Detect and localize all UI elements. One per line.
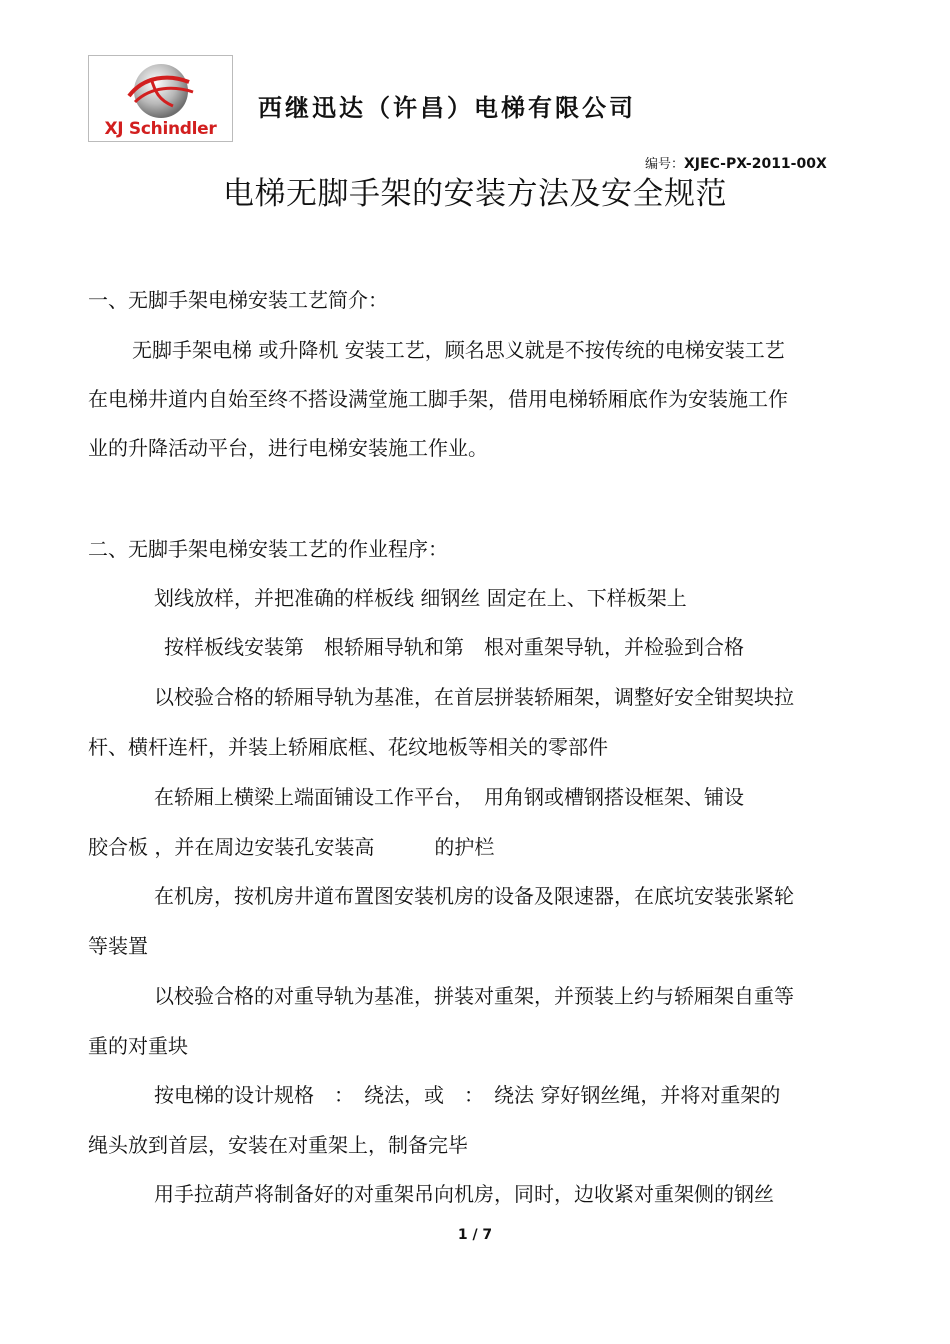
company-logo bbox=[88, 55, 233, 142]
step-line: 按样板线安装第 根轿厢导轨和第 根对重架导轨，并检验到合格 bbox=[164, 635, 744, 659]
step-line: 在机房，按机房井道布置图安装机房的设备及限速器，在底坑安装张紧轮 bbox=[154, 884, 794, 908]
page-title: 电梯无脚手架的安装方法及安全规范 bbox=[223, 176, 727, 212]
company-name: 西继迅达（许昌）电梯有限公司 bbox=[258, 94, 636, 122]
step-line: 在轿厢上横梁上端面铺设工作平台， 用角钢或槽钢搭设框架、铺设 bbox=[154, 785, 744, 809]
step-line: 以校验合格的轿厢导轨为基准，在首层拼装轿厢架，调整好安全钳契块拉 bbox=[154, 685, 794, 709]
step-line: 等装置 bbox=[88, 934, 148, 958]
section-heading: 二、无脚手架电梯安装工艺的作业程序： bbox=[88, 537, 448, 561]
step-line: 划线放样，并把准确的样板线 细钢丝 固定在上、下样板架上 bbox=[154, 586, 687, 610]
step-line: 绳头放到首层，安装在对重架上，制备完毕 bbox=[88, 1133, 468, 1157]
step-line: 杆、横杆连杆，并装上轿厢底框、花纹地板等相关的零部件 bbox=[88, 735, 608, 759]
document-number-label: 编号： bbox=[645, 157, 685, 172]
step-line: 重的对重块 bbox=[88, 1034, 188, 1058]
logo-text: XJ Schindler bbox=[104, 119, 217, 139]
step-line: 按电梯的设计规格 ： 绕法，或 ： 绕法 穿好钢丝绳，并将对重架的 bbox=[154, 1083, 781, 1107]
paragraph-line: 在电梯井道内自始至终不搭设满堂施工脚手架，借用电梯轿厢底作为安装施工作 bbox=[88, 387, 788, 411]
step-line: 用手拉葫芦将制备好的对重架吊向机房，同时，边收紧对重架侧的钢丝 bbox=[154, 1182, 774, 1206]
step-line: 胶合板 ，并在周边安装孔安装高 的护栏 bbox=[88, 835, 495, 859]
step-line: 以校验合格的对重导轨为基准，拼装对重架，并预装上约与轿厢架自重等 bbox=[154, 984, 794, 1008]
document-number-value: XJEC-PX-2011-00X bbox=[684, 156, 827, 172]
logo-sphere-icon bbox=[89, 56, 232, 126]
page-number: 1 / 7 bbox=[457, 1227, 493, 1243]
paragraph-line: 无脚手架电梯 或升降机 安装工艺，顾名思义就是不按传统的电梯安装工艺 bbox=[132, 338, 785, 362]
paragraph-line: 业的升降活动平台，进行电梯安装施工作业。 bbox=[88, 436, 488, 460]
section-heading: 一、无脚手架电梯安装工艺简介： bbox=[88, 288, 388, 312]
